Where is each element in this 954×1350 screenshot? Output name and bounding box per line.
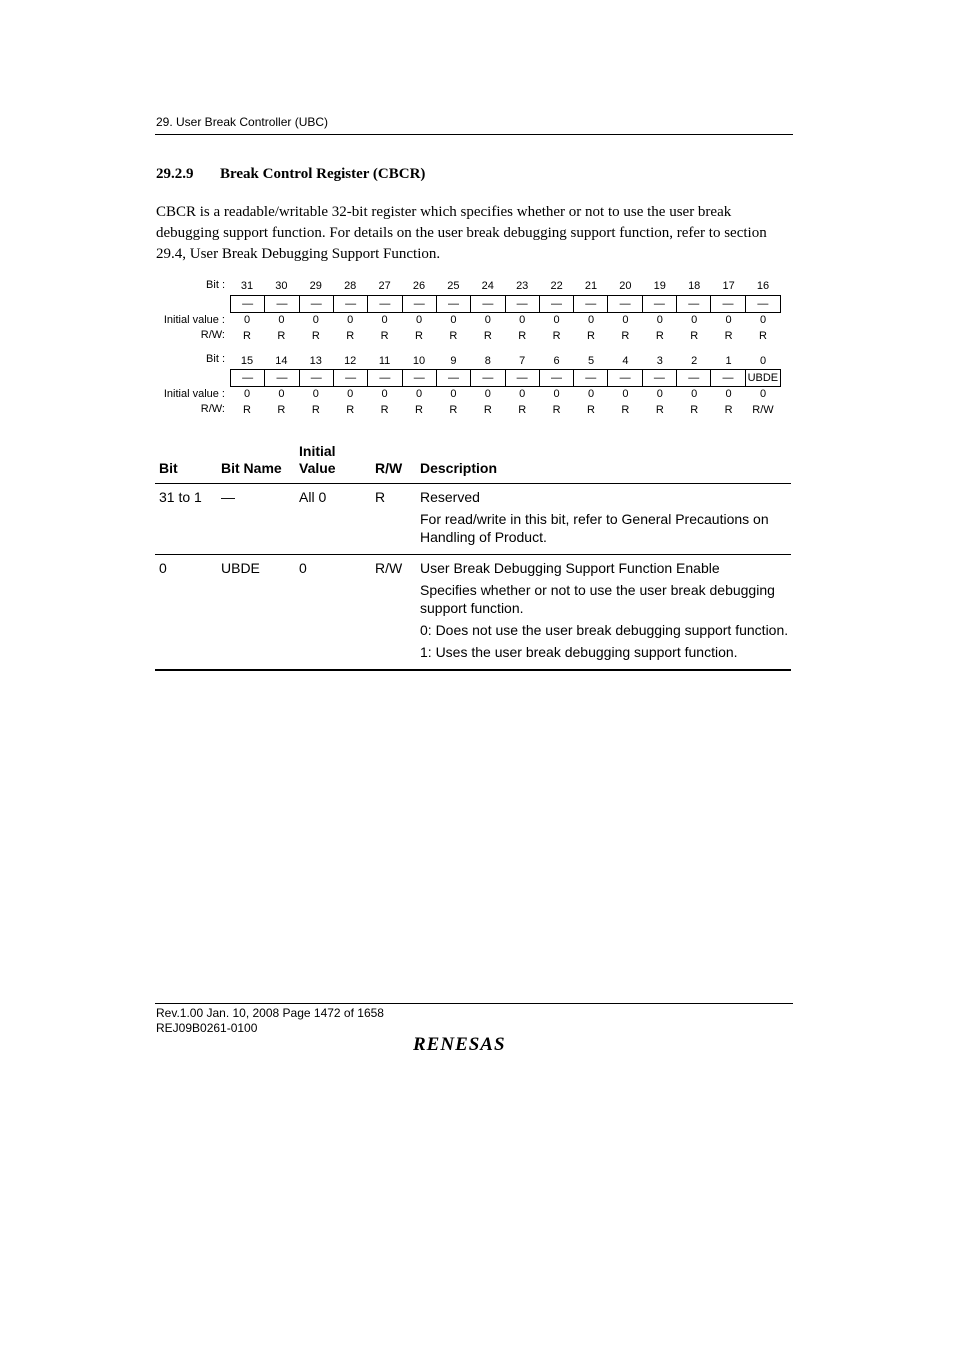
register-cell-text: 22 — [550, 280, 563, 292]
register-cell-text: R — [243, 404, 251, 416]
register-cell-text: 0 — [312, 388, 319, 400]
field-box-upper — [230, 295, 781, 313]
register-cell-text: 14 — [275, 355, 288, 367]
register-field: — — [403, 296, 437, 312]
register-cell-text: R — [277, 404, 286, 416]
header-description: Description — [420, 460, 498, 476]
cell-initial: All 0 — [299, 489, 327, 505]
header-bit-name: Bit Name — [221, 460, 282, 476]
register-cell-text: 0 — [656, 314, 663, 326]
register-cell-text: 19 — [653, 280, 666, 292]
header-initial-line2: Value — [299, 460, 336, 476]
register-field: — — [540, 370, 574, 386]
register-cell-text: 0 — [587, 314, 595, 326]
register-cell-text: R — [449, 330, 458, 342]
register-cell-text: 0 — [347, 314, 354, 326]
register-cell-text: R — [655, 404, 664, 416]
register-field: — — [471, 370, 505, 386]
register-cell-text: 17 — [722, 280, 735, 292]
footer-revision — [156, 1006, 384, 1036]
register-cell-text: 0 — [243, 388, 251, 400]
register-field: — — [711, 370, 745, 386]
register-field: — — [608, 370, 642, 386]
register-field: — — [506, 296, 540, 312]
register-cell-text: R — [483, 404, 492, 416]
register-cell-text: 0 — [519, 388, 526, 400]
register-cell-text: R — [552, 404, 561, 416]
register-cell-text: 0 — [622, 388, 629, 400]
header-initial-value — [299, 443, 336, 477]
register-cell-text: 0 — [484, 314, 491, 326]
register-field: — — [231, 296, 265, 312]
register-field: — — [265, 296, 299, 312]
register-field: — — [677, 370, 711, 386]
register-cell-text: 7 — [519, 355, 526, 367]
header-initial-line1: Initial — [299, 443, 336, 459]
header-bit: Bit — [159, 460, 178, 476]
register-cell-text: R — [621, 330, 630, 342]
register-cell-text: R — [724, 404, 733, 416]
register-cell-text: 0 — [725, 388, 732, 400]
register-cell-text: 0 — [243, 314, 251, 326]
register-cell-text: 0 — [381, 388, 388, 400]
register-cell-text: 0 — [278, 314, 285, 326]
section-number: 29.2.9 — [156, 166, 194, 182]
desc-line: Reserved — [420, 489, 480, 505]
cell-rw: R — [375, 489, 386, 505]
register-cell-text: 0 — [587, 388, 595, 400]
register-cell-text: R — [724, 330, 733, 342]
register-cell-text: 29 — [309, 280, 322, 292]
register-cell-text: R — [655, 330, 664, 342]
register-field: — — [711, 296, 745, 312]
header-rule — [155, 134, 793, 135]
cell-description — [420, 555, 790, 669]
register-field: — — [300, 370, 334, 386]
table-header — [155, 442, 791, 484]
register-cell-text: 0 — [691, 314, 698, 326]
register-cell-text: R — [552, 330, 561, 342]
register-cell-text: R — [277, 330, 286, 342]
register-cell-text: 0 — [759, 355, 767, 367]
cell-rw: R/W — [375, 560, 403, 576]
register-field: — — [574, 370, 608, 386]
register-cell-text: R — [415, 330, 423, 342]
section-title: Break Control Register (CBCR) — [220, 166, 426, 182]
register-cell-text: 0 — [656, 388, 663, 400]
bit-table — [155, 442, 791, 671]
register-cell-text: 8 — [484, 355, 491, 367]
register-cell-text: R — [518, 404, 527, 416]
register-cell-text: R — [380, 404, 389, 416]
register-cell-text: R — [587, 330, 595, 342]
register-field: — — [334, 370, 368, 386]
register-cell-text: R — [587, 404, 595, 416]
initial-value-label: Initial value : — [163, 388, 225, 400]
footer-doc-number: REJ09B0261-0100 — [156, 1021, 258, 1035]
register-cell-text: 9 — [450, 355, 457, 367]
register-cell-text: 13 — [309, 355, 322, 367]
register-field: — — [334, 296, 368, 312]
register-cell-text: 3 — [656, 355, 663, 367]
register-cell-text: 25 — [447, 280, 460, 292]
register-cell-text: 28 — [344, 280, 357, 292]
register-cell-text: 1 — [725, 355, 732, 367]
register-field: — — [437, 370, 471, 386]
table-row — [155, 555, 791, 671]
register-cell-text: 5 — [587, 355, 595, 367]
register-cell-text: R — [483, 330, 492, 342]
register-cell-text: R — [518, 330, 527, 342]
register-field: — — [643, 296, 677, 312]
register-cell-text: R — [346, 404, 355, 416]
register-cell-text: R — [346, 330, 355, 342]
register-cell-text: 0 — [450, 314, 457, 326]
register-cell-text: 31 — [240, 280, 254, 292]
register-field: — — [757, 298, 769, 310]
register-cell-text: 4 — [622, 355, 629, 367]
register-cell-text: 2 — [691, 355, 698, 367]
register-field: — — [643, 370, 677, 386]
register-cell-text: 0 — [725, 314, 732, 326]
desc-line: User Break Debugging Support Function Enable — [420, 560, 720, 576]
register-field: — — [608, 296, 642, 312]
register-cell-text: 12 — [344, 355, 357, 367]
register-cell-text: 0 — [759, 314, 767, 326]
renesas-logo — [413, 1034, 535, 1059]
logo-text: RENESAS — [413, 1034, 506, 1054]
cell-bit-name: — — [221, 489, 235, 505]
register-field: — — [540, 296, 574, 312]
rw-label: R/W: — [200, 329, 225, 341]
renesas-logo-mark — [413, 1034, 535, 1054]
register-cell-text: 24 — [481, 280, 494, 292]
register-cell-text: 16 — [756, 280, 770, 292]
section-heading — [156, 166, 425, 183]
register-cell-text: 11 — [378, 355, 391, 367]
register-cell-text: 0 — [450, 388, 457, 400]
register-cell-text: R — [380, 330, 389, 342]
register-cell-text: 0 — [415, 314, 423, 326]
bit-label: Bit : — [206, 279, 225, 291]
register-cell-text: R — [690, 404, 699, 416]
register-field: — — [368, 296, 402, 312]
register-cell-text: 0 — [691, 388, 698, 400]
register-field: — — [506, 370, 540, 386]
running-header: 29. User Break Controller (UBC) — [156, 115, 329, 129]
bit-label: Bit : — [206, 353, 225, 365]
register-field: — — [574, 296, 608, 312]
register-cell-text: R — [449, 404, 458, 416]
register-cell-text: 0 — [759, 388, 767, 400]
desc-line: Specifies whether or not to use the user break debugging support function. — [420, 582, 775, 616]
rw-label: R/W: — [200, 403, 225, 415]
register-cell-text: R — [311, 330, 320, 342]
register-cell-text: R — [690, 330, 699, 342]
register-cell-text: 0 — [622, 314, 629, 326]
desc-line: For read/write in this bit, refer to General Precautions on Handling of Product. — [420, 511, 769, 545]
register-field: — — [231, 370, 265, 386]
register-field: — — [677, 296, 711, 312]
footer-rev-line: Rev.1.00 Jan. 10, 2008 Page 1472 of 1658 — [156, 1006, 384, 1020]
register-cell-text: 20 — [619, 280, 632, 292]
cell-description — [420, 484, 790, 554]
register-cell-text: R — [311, 404, 320, 416]
register-cell-text: 27 — [378, 280, 391, 292]
register-cell-text: 0 — [347, 388, 354, 400]
register-field: — — [265, 370, 299, 386]
cell-initial: 0 — [299, 560, 307, 576]
register-cell-text: 0 — [484, 388, 491, 400]
register-cell-text: 26 — [412, 280, 426, 292]
register-field: — — [403, 370, 437, 386]
cell-bit-name: UBDE — [221, 560, 260, 576]
register-cell-text: 10 — [412, 355, 426, 367]
register-field: UBDE — [747, 372, 779, 384]
register-cell-text: 15 — [240, 355, 254, 367]
register-cell-text: R — [621, 404, 630, 416]
register-cell-text: 0 — [312, 314, 319, 326]
desc-line: 0: Does not use the user break debugging support function. — [420, 622, 789, 638]
register-cell-text: 21 — [584, 280, 598, 292]
table-row — [155, 484, 791, 555]
register-cell-text: R — [243, 330, 251, 342]
register-cell-text: 6 — [553, 355, 560, 367]
register-cell-text: 0 — [553, 314, 560, 326]
register-field: — — [368, 370, 402, 386]
intro-paragraph: CBCR is a readable/writable 32-bit register which specifies whether or not to use the user break debugging support function. For details on the user break debugging support function, refer to section 29.4, User Break Debugging Support Function. — [156, 204, 767, 262]
header-rw: R/W — [375, 460, 403, 476]
register-cell-text: 0 — [278, 388, 285, 400]
register-cell-text: R — [759, 330, 767, 342]
footer-rule — [155, 1003, 793, 1004]
register-field: — — [437, 296, 471, 312]
register-cell-text: R/W — [752, 404, 774, 416]
register-field: — — [300, 296, 334, 312]
register-field: — — [471, 296, 505, 312]
register-cell-text: 0 — [415, 388, 423, 400]
cell-bit: 0 — [159, 560, 167, 576]
initial-value-label: Initial value : — [163, 314, 225, 326]
register-cell-text: 23 — [516, 280, 529, 292]
desc-line: 1: Uses the user break debugging support function. — [420, 644, 738, 660]
cell-bit: 31 to 1 — [159, 489, 202, 505]
register-cell-text: 18 — [688, 280, 701, 292]
field-box-lower — [230, 369, 781, 387]
register-cell-text: 0 — [381, 314, 388, 326]
register-cell-text: R — [415, 404, 423, 416]
register-cell-text: 30 — [275, 280, 288, 292]
register-cell-text: 0 — [519, 314, 526, 326]
register-cell-text: 0 — [553, 388, 560, 400]
